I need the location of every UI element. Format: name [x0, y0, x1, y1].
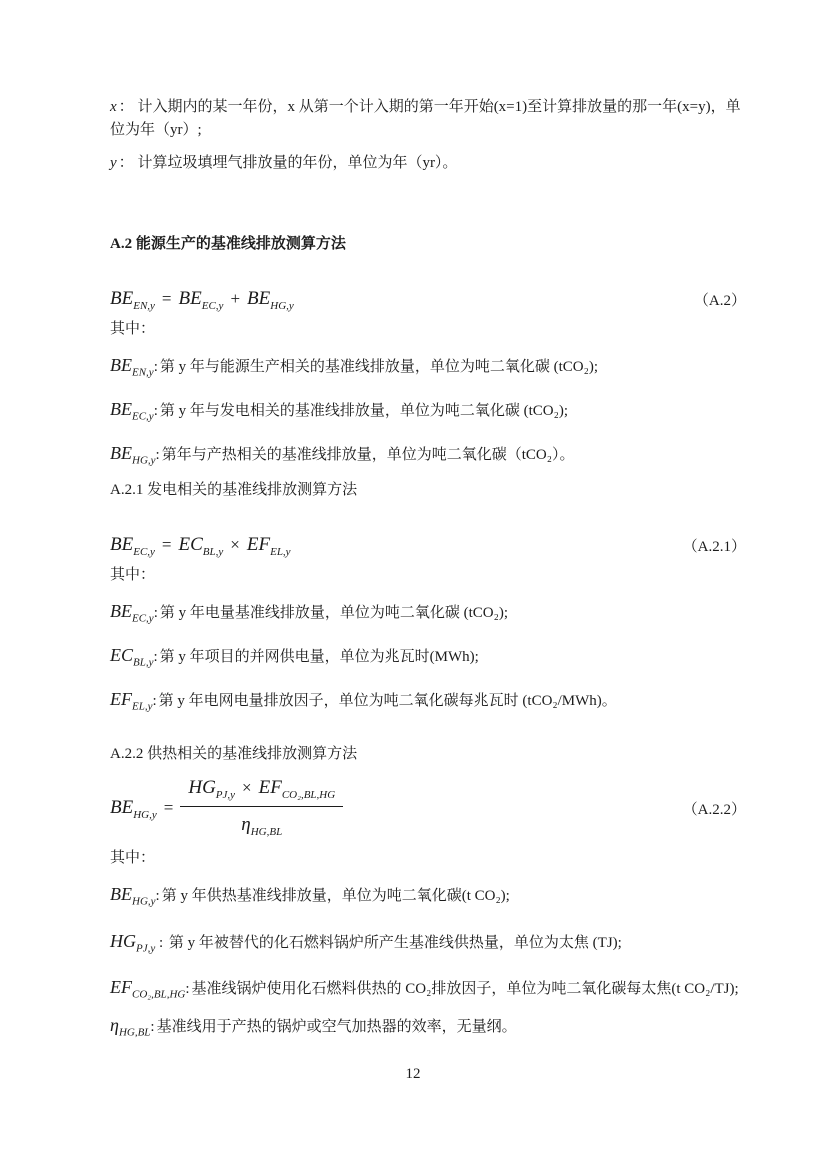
equation-a2 — [110, 284, 746, 314]
definition-be-ec-y: $BE_{EC,y}$: 第 y 年与发电相关的基准线排放量，单位为吨二氧化碳 (tCO₂); — [110, 399, 569, 423]
where-label-a22: 其中： — [110, 850, 156, 866]
definition-be-hg-y: $BE_{HG,y}$: 第年与产热相关的基准线排放量，单位为吨二氧化碳（tCO₂）。 — [110, 443, 575, 467]
equation-a22 — [110, 777, 746, 840]
y-definition-text: 计算垃圾填埋气排放量的年份，单位为年（yr）。 — [137, 155, 458, 171]
page-content — [110, 96, 746, 1041]
section-a21-heading: A.2.1 发电相关的基准线排放测算方法 — [110, 482, 358, 498]
variable-y: y — [110, 155, 117, 171]
equation-a21 — [110, 530, 746, 560]
variable-x: x — [110, 99, 117, 115]
definition-eta-hg-bl: $\eta_{HG,BL}$: 基准线用于产热的锅炉或空气加热器的效率，无量纲。 — [110, 1015, 517, 1039]
definition-ef-co2-bl-hg: $EF_{CO_2,BL,HG}$: 基准线锅炉使用化石燃料供热的 CO₂排放因子，单位为吨二氧化碳每太焦(t CO₂/TJ); — [110, 977, 739, 1001]
y-definition-paragraph — [110, 152, 746, 175]
section-a2-heading: A.2 能源生产的基准线排放测算方法 — [110, 236, 346, 252]
definition-be-ec-y-2: $BE_{EC,y}$: 第 y 年电量基准线排放量，单位为吨二氧化碳 (tCO₂); — [110, 601, 509, 625]
definition-be-en-y: $BE_{EN,y}$: 第 y 年与能源生产相关的基准线排放量，单位为吨二氧化碳 (tCO₂); — [110, 355, 599, 379]
definition-be-hg-y-2: $BE_{HG,y}$: 第 y 年供热基准线排放量，单位为吨二氧化碳(t CO₂); — [110, 884, 510, 908]
y-colon: ： — [118, 155, 134, 171]
equation-a2-number: （A.2） — [693, 292, 746, 309]
x-definition-paragraph — [110, 96, 746, 142]
where-label-a21: 其中： — [110, 567, 156, 583]
definition-ef-el-y: $EF_{EL,y}$: 第 y 年电网电量排放因子，单位为吨二氧化碳每兆瓦时 (tCO₂/MWh)。 — [110, 689, 617, 713]
equation-a22-expression: $BE_{HG,y}$ = $\frac{HG_{PJ,y} \times EF_{CO_2,BL,HG}}{\eta_{HG,BL}}$ — [110, 777, 343, 840]
equation-a21-expression: $BE_{EC,y} = EC_{BL,y} \times EF_{EL,y}$ — [110, 534, 291, 558]
definition-ec-bl-y: $EC_{BL,y}$: 第 y 年项目的并网供电量，单位为兆瓦时(MWh); — [110, 645, 479, 669]
x-colon: ： — [118, 99, 134, 115]
fraction: $\frac{HG_{PJ,y} \times EF_{CO_2,BL,HG}}{\eta_{HG,BL}}$ — [180, 773, 343, 840]
page-number: 12 — [405, 1066, 421, 1082]
equation-a2-expression: $BE_{EN,y} = BE_{EC,y} + BE_{HG,y}$ — [110, 288, 294, 312]
section-a22-heading: A.2.2 供热相关的基准线排放测算方法 — [110, 746, 358, 762]
x-definition-text: 计入期内的某一年份，x 从第一个计入期的第一年开始(x=1)至计算排放量的那一年(x=y)，单位为年（yr）; — [110, 99, 741, 138]
where-label-a2: 其中： — [110, 321, 156, 337]
equation-a22-number: （A.2.2） — [682, 802, 746, 818]
equation-a21-number: （A.2.1） — [682, 538, 746, 555]
definition-hg-pj-y: $HG_{PJ,y}$ : 第 y 年被替代的化石燃料锅炉所产生基准线供热量，单位为太焦 (TJ); — [110, 931, 622, 955]
